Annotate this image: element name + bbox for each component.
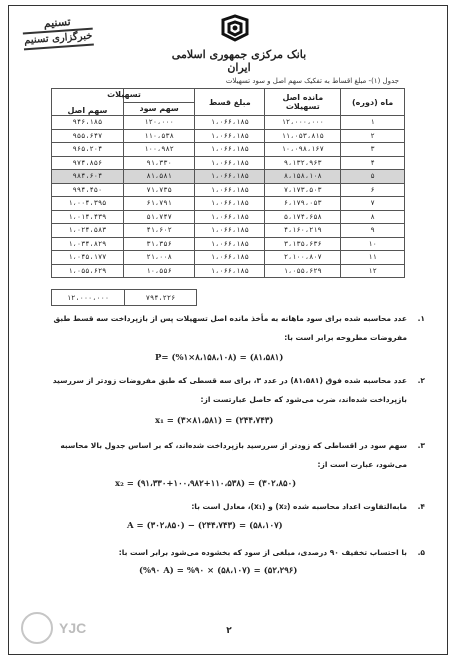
cell-principal-share: ۱،۰۴۵،۱۷۷ — [52, 251, 124, 265]
cell-principal-share: ۱،۰۲۴،۵۸۳ — [52, 224, 124, 238]
table-row — [52, 210, 405, 224]
formula-5: (%۹۰ A) = %۹۰ × (۵۸،۱۰۷) = (۵۲،۲۹۶) — [139, 566, 298, 576]
watermark-text: YJC — [59, 620, 87, 636]
list-item — [37, 309, 425, 347]
cell-installment: ۱،۰۶۶،۱۸۵ — [195, 143, 265, 157]
table-row — [52, 170, 405, 184]
table-row — [52, 156, 405, 170]
yjc-logo-icon — [21, 612, 91, 646]
cell-principal-share: ۱،۰۳۴،۸۲۹ — [52, 237, 124, 251]
cell-principal-remaining: ۸،۱۵۸،۱۰۸ — [265, 170, 341, 184]
cell-installment: ۱،۰۶۶،۱۸۵ — [195, 156, 265, 170]
table-row — [52, 197, 405, 211]
cell-interest-share: ۳۱،۳۵۶ — [123, 237, 195, 251]
stamp-line-2: خبرگزاری تسنیم — [23, 28, 94, 51]
header-interest-share: سهم سود — [123, 102, 195, 116]
cell-interest-share: ۸۱،۵۸۱ — [123, 170, 195, 184]
table-caption: جدول (۱)- مبلغ اقساط به تفکیک سهم اصل و سود تسهیلات — [225, 77, 399, 85]
cell-installment: ۱،۰۶۶،۱۸۵ — [195, 224, 265, 238]
cell-principal-remaining: ۵،۱۷۴،۶۵۸ — [265, 210, 341, 224]
header-principal-remaining: مانده اصل تسهیلات — [265, 89, 341, 116]
formula-1: P= (%۱×۸،۱۵۸،۱۰۸) = (۸۱،۵۸۱) — [155, 353, 284, 363]
cell-month: ۵ — [341, 170, 405, 184]
cell-interest-share: ۱۰۰،۹۸۲ — [123, 143, 195, 157]
cell-installment: ۱،۰۶۶،۱۸۵ — [195, 197, 265, 211]
list-item — [37, 497, 425, 516]
cell-principal-remaining: ۱۲،۰۰۰،۰۰۰ — [265, 116, 341, 130]
item-text: عدد محاسبه شده برای سود ماهانه به مأخذ مانده اصل تسهیلات پس از بازپرداخت سه قسط طبق مفروضات مطروحه برابر است با: — [53, 314, 407, 342]
cell-interest-share: ۷۱،۷۳۵ — [123, 183, 195, 197]
cell-principal-remaining: ۹،۱۳۲،۹۶۳ — [265, 156, 341, 170]
cell-installment: ۱،۰۶۶،۱۸۵ — [195, 237, 265, 251]
item-number: ۳. — [417, 441, 425, 450]
cell-principal-remaining: ۱۰،۰۹۸،۱۶۷ — [265, 143, 341, 157]
cell-principal-remaining: ۳،۱۳۵،۶۳۶ — [265, 237, 341, 251]
formula-4: A = (۳۰۲،۸۵۰) − (۲۴۴،۷۴۳) = (۵۸،۱۰۷) — [127, 521, 283, 531]
installment-table — [51, 88, 405, 278]
bank-name: بانک مرکزی جمهوری اسلامی ایران — [171, 48, 307, 74]
item-text: سهم سود در اقساطی که زودتر از سررسید بازپرداخت شده‌اند، که بر اساس جدول بالا محاسبه می‌شود، عبارت است از: — [60, 441, 407, 469]
cell-installment: ۱،۰۶۶،۱۸۵ — [195, 170, 265, 184]
item-number: ۵. — [417, 548, 425, 557]
cell-interest-share: ۵۱،۷۴۷ — [123, 210, 195, 224]
cell-principal-share: ۹۴۶،۱۸۵ — [52, 116, 124, 130]
header-month: ماه (دوره) — [341, 89, 405, 116]
cell-interest-share: ۱۰،۵۵۶ — [123, 264, 195, 278]
item-number: ۲. — [417, 376, 425, 385]
table-row — [52, 264, 405, 278]
table-row — [52, 129, 405, 143]
cell-principal-share: ۹۵۵،۶۴۷ — [52, 129, 124, 143]
header-principal-share: سهم اصل — [52, 89, 124, 116]
cell-month: ۲ — [341, 129, 405, 143]
cell-interest-share: ۴۱،۶۰۲ — [123, 224, 195, 238]
item-number: ۴. — [417, 502, 425, 511]
cell-month: ۷ — [341, 197, 405, 211]
cell-interest-share: ۶۱،۷۹۱ — [123, 197, 195, 211]
cell-principal-share: ۹۶۵،۲۰۴ — [52, 143, 124, 157]
table-row — [52, 143, 405, 157]
total-interest: ۷۹۴،۲۲۶ — [125, 290, 197, 306]
item-text: عدد محاسبه شده فوق (۸۱،۵۸۱) در عدد ۳، برای سه قسطی که طبق مفروضات زودتر از سررسید بازپرداخت شده‌اند، ضرب می‌شود که حاصل عبارتست از: — [52, 376, 407, 404]
cell-installment: ۱،۰۶۶،۱۸۵ — [195, 183, 265, 197]
cell-principal-share: ۹۷۴،۸۵۶ — [52, 156, 124, 170]
list-item — [37, 543, 425, 562]
table-row — [52, 237, 405, 251]
table-row — [52, 251, 405, 265]
stamp-line-1: تسنیم — [43, 15, 72, 30]
tasnim-stamp — [22, 14, 94, 55]
cell-installment: ۱،۰۶۶،۱۸۵ — [195, 210, 265, 224]
cell-principal-share: ۹۸۴،۶۰۴ — [52, 170, 124, 184]
formula-2: x₁ = (۳×۸۱،۵۸۱) = (۲۴۴،۷۴۳) — [155, 416, 274, 426]
cell-month: ۹ — [341, 224, 405, 238]
cell-installment: ۱،۰۶۶،۱۸۵ — [195, 251, 265, 265]
cell-installment: ۱،۰۶۶،۱۸۵ — [195, 116, 265, 130]
cell-installment: ۱،۰۶۶،۱۸۵ — [195, 264, 265, 278]
formula-3: x₂ = (۹۱،۳۳۰+۱۰۰،۹۸۲+۱۱۰،۵۳۸) = (۳۰۲،۸۵۰) — [115, 479, 297, 489]
cell-interest-share: ۹۱،۳۳۰ — [123, 156, 195, 170]
cell-month: ۱۰ — [341, 237, 405, 251]
table-row — [52, 116, 405, 130]
cell-principal-remaining: ۱،۰۵۵،۶۲۹ — [265, 264, 341, 278]
cell-month: ۱۱ — [341, 251, 405, 265]
list-item — [37, 371, 425, 409]
table-row — [52, 183, 405, 197]
cell-principal-remaining: ۲،۱۰۰،۸۰۷ — [265, 251, 341, 265]
page-number: ۲ — [226, 626, 232, 636]
cell-principal-remaining: ۴،۱۶۰،۲۱۹ — [265, 224, 341, 238]
cell-principal-share: ۱،۰۵۵،۶۲۹ — [52, 264, 124, 278]
cell-principal-share: ۱،۰۱۴،۴۳۹ — [52, 210, 124, 224]
cell-principal-remaining: ۶،۱۷۹،۰۵۳ — [265, 197, 341, 211]
cell-month: ۱ — [341, 116, 405, 130]
cell-interest-share: ۱۲۰،۰۰۰ — [123, 116, 195, 130]
item-text: با احتساب تخفیف ۹۰ درصدی، مبلغی از سود که بخشوده می‌شود برابر است با: — [118, 548, 407, 557]
list-item — [37, 436, 425, 474]
item-number: ۱. — [417, 314, 425, 323]
cell-month: ۶ — [341, 183, 405, 197]
cell-month: ۴ — [341, 156, 405, 170]
cell-month: ۸ — [341, 210, 405, 224]
table-row — [52, 224, 405, 238]
cell-principal-share: ۹۹۴،۴۵۰ — [52, 183, 124, 197]
totals-row — [51, 289, 197, 306]
cell-interest-share: ۱۱۰،۵۳۸ — [123, 129, 195, 143]
item-text: مابه‌التفاوت اعداد محاسبه شده (x₂) و (x₁)، معادل است با: — [191, 502, 407, 511]
total-principal: ۱۲،۰۰۰،۰۰۰ — [52, 290, 125, 306]
cell-principal-remaining: ۱۱،۰۵۳،۸۱۵ — [265, 129, 341, 143]
cell-month: ۱۲ — [341, 264, 405, 278]
document-page — [8, 5, 448, 655]
cell-principal-remaining: ۷،۱۷۳،۵۰۳ — [265, 183, 341, 197]
cell-month: ۳ — [341, 143, 405, 157]
header-facilities: تسهیلات — [107, 90, 141, 99]
header-installment: مبلغ قسط — [195, 89, 265, 116]
cell-principal-share: ۱،۰۰۴،۳۹۵ — [52, 197, 124, 211]
cell-interest-share: ۲۱،۰۰۸ — [123, 251, 195, 265]
cell-installment: ۱،۰۶۶،۱۸۵ — [195, 129, 265, 143]
